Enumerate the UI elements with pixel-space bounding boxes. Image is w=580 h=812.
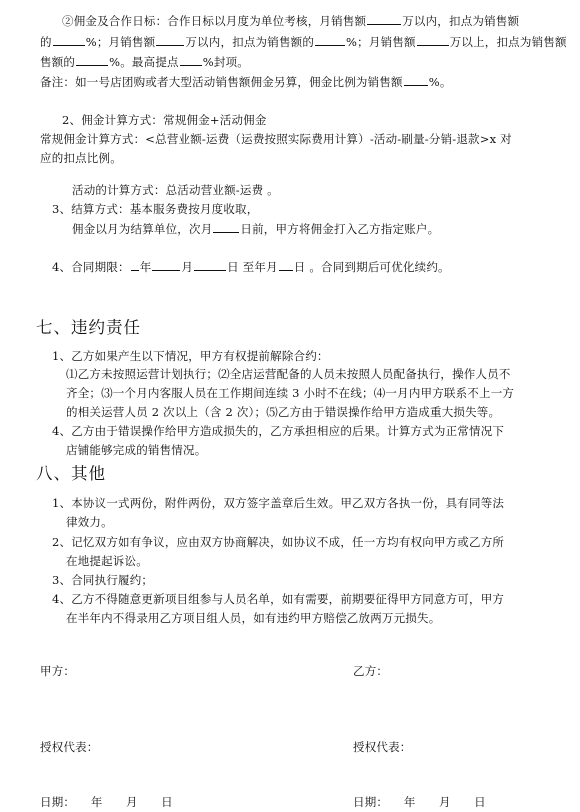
party-a-date: 日期： 年 月 日: [40, 795, 173, 809]
settlement-title: 3、结算方式：基本服务费按月度收取，: [52, 202, 259, 216]
text: 万以内，扣点为销售额: [402, 14, 520, 28]
text: %。: [428, 75, 452, 89]
breach-item-4-line-2: 店铺能够完成的销售情况。: [66, 443, 207, 457]
blank-field: [76, 54, 108, 66]
other-item-2-line-2: 在地提起诉讼。: [66, 554, 148, 568]
text: 年: [139, 260, 152, 274]
settlement-detail: [72, 221, 439, 237]
blank-field: [404, 74, 428, 86]
text: ②佣金及合作日标：合作日标以月度为单位考核，月销售额: [62, 14, 367, 28]
blank-field: [152, 259, 180, 271]
blank-field: [417, 34, 449, 46]
blank-field: [315, 34, 345, 46]
blank-field: [213, 221, 239, 233]
text: 4、合同期限：: [52, 260, 130, 274]
text: 日 至年月: [227, 260, 278, 274]
blank-field: [194, 259, 226, 271]
party-b-date: 日期： 年 月 日: [353, 795, 486, 809]
breach-item-1-line-2: 齐全；⑶一个月内客服人员在工作期间连续 3 小时不在线；⑷一月内甲方联系不上一方: [66, 386, 515, 400]
text: %封项。: [202, 55, 249, 69]
blank-field: [180, 54, 202, 66]
commission-target-line-1: [62, 13, 519, 29]
blank-field: [156, 34, 184, 46]
blank-field: [367, 13, 401, 25]
regular-commission-line-1: 常规佣金计算方式：<总营业额-运费（运费按照实际费用计算）-活动-刷量-分销-退款>x 对: [40, 132, 512, 146]
other-heading: 八、其他: [36, 464, 106, 483]
party-b-label: 乙方：: [353, 664, 389, 678]
text: 日前，甲方将佣金打入乙方指定账户。: [240, 222, 440, 236]
commission-note: [40, 74, 452, 90]
party-a-label: 甲方：: [40, 664, 76, 678]
other-item-1-line-2: 律效力。: [66, 515, 113, 529]
commission-target-line-3: [40, 54, 249, 70]
breach-item-1-line-3: 的相关运营人员 2 次以上（含 2 次）；⑸乙方由于错误操作给甲方造成重大损失等。: [66, 405, 501, 419]
other-item-4-line-2: 在半年内不得录用乙方项目组人员，如有违约甲方赔偿乙放两万元损失。: [66, 611, 441, 625]
other-item-3: 3、合同执行履约；: [52, 573, 154, 587]
commission-method-title: 2、佣金计算方式：常规佣金+活动佣金: [62, 113, 267, 127]
text: 日 。合同到期后可优化续约。: [293, 260, 450, 274]
breach-heading: 七、违约责任: [36, 318, 141, 337]
contract-term: [52, 259, 450, 275]
text: %；月销售额: [346, 35, 416, 49]
text: 万以上，扣点为销售额: [449, 35, 567, 49]
text: 佣金以月为结算单位，次月: [72, 222, 213, 236]
party-b-representative: 授权代表：: [353, 740, 412, 754]
regular-commission-line-2: 应的扣点比例。: [40, 151, 122, 165]
text: 售额的: [40, 55, 76, 69]
breach-item-1: 1、乙方如果产生以下情况，甲方有权提前解除合约：: [52, 349, 329, 363]
blank-field: [53, 34, 85, 46]
other-item-2-line-1: 2、记忆双方如有争议，应由双方协商解决，如协议不成，任一方均有权向甲方或乙方所: [52, 535, 505, 549]
breach-item-4-line-1: 4、乙方由于错误操作给甲方造成损失的，乙方承担相应的后果。计算方式为正常情况下: [52, 424, 505, 438]
text: %。最高提点: [109, 55, 179, 69]
activity-commission: 活动的计算方式：总活动营业额-运费 。: [72, 183, 279, 197]
text: %；月销售额: [85, 35, 156, 49]
breach-item-1-line-1: ⑴乙方未按照运营计划执行；⑵全店运营配备的人员未按照人员配备执行，操作人员不: [66, 367, 511, 381]
other-item-1-line-1: 1、本协议一式两份，附件两份，双方签字盖章后生效。甲乙双方各执一份，具有同等法: [52, 496, 505, 510]
text: 万以内，扣点为销售额的: [185, 35, 315, 49]
blank-field: [279, 259, 293, 271]
party-a-representative: 授权代表：: [40, 740, 99, 754]
text: 的: [40, 35, 52, 49]
blank-field: [131, 259, 139, 271]
commission-target-line-2: [40, 34, 567, 50]
other-item-4-line-1: 4、乙方不得随意更新项目组参与人员名单，如有需要，前期要征得甲方同意方可，甲方: [52, 592, 505, 606]
text: 备注：如一号店团购或者大型活动销售额佣金另算，佣金比例为销售额: [40, 75, 403, 89]
text: 月: [181, 260, 194, 274]
